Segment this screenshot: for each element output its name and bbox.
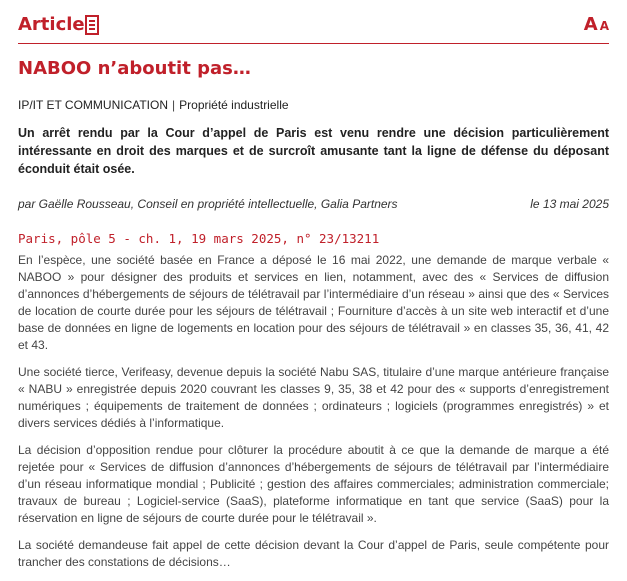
paragraph: La société demandeuse fait appel de cette décision devant la Cour d’appel de Paris, seule compétente pour trancher des constations de décisions… xyxy=(18,538,609,569)
decision-reference: Paris, pôle 5 - ch. 1, 19 mars 2025, n° 23/13211 xyxy=(18,231,380,246)
article-lead: Un arrêt rendu par la Cour d’appel de Paris est venu rendre une décision particulièrement intéressante en droit des marques et de surcroît amusante tant la ligne de défense du déposant éconduit était osée. xyxy=(18,126,609,176)
paragraph: Une société tierce, Verifeasy, devenue depuis la société Nabu SAS, titulaire d’une marque antérieure française « NABU » enregistrée depuis 2020 couvrant les classes 9, 35, 38 et 42 pour des « supports d’enregistrement numériques ; équipements de traitement de données ; ordinateurs ; logiciels (programmes enregistrés) » et divers services dédiés à l’informatique. xyxy=(18,365,609,430)
article-header xyxy=(18,10,609,40)
publish-date: le 13 mai 2025 xyxy=(530,197,609,211)
font-size-small[interactable]: A xyxy=(599,19,609,33)
category[interactable]: IP/IT ET COMMUNICATION xyxy=(18,98,169,112)
subcategory[interactable]: Propriété industrielle xyxy=(179,98,289,112)
section-label: Article xyxy=(18,14,85,35)
font-size-large[interactable]: A xyxy=(583,14,598,35)
article-body xyxy=(18,252,609,581)
author: par Gaëlle Rousseau, Conseil en propriété intellectuelle, Galia Partners xyxy=(18,197,398,211)
category-line xyxy=(18,98,289,112)
paragraph: La décision d’opposition rendue pour clôturer la procédure aboutit à ce que la demande de marque a été rejetée pour « Services de diffusion d’annonces d’hébergements de séjours de télétravail par l’intermédiaire d’un réseau informatique mondial ; Publicité ; gestion des affaires commerciales; administration commerciale; travaux de bureau ; Logiciel-service (SaaS), plateforme informatique en tant que service (SaaS) pour la réservation en ligne de séjours de courte durée pour le télétravail ». xyxy=(18,443,609,525)
paragraph: En l’espèce, une société basée en France a déposé le 16 mai 2022, une demande de marque verbale « NABOO » pour désigner des produits et services en lien, notamment, avec des « Services de diffusion d’annonces d’hébergements de séjours de télétravail par l’intermédiaire d’un réseau » ainsi que des « Services de location de courte durée pour les séjours de télétravail ; Fourniture d’accès à un site web interactif et d’une base de données en ligne de logements en location pour des séjours de télétravail » en classes 35, 36, 41, 42 et 43. xyxy=(18,253,609,352)
article-title: NABOO n’aboutit pas… xyxy=(18,58,251,79)
font-size-icon[interactable] xyxy=(584,14,609,35)
category-separator: | xyxy=(172,98,176,112)
header-divider xyxy=(18,43,609,44)
byline xyxy=(18,197,609,211)
document-icon[interactable] xyxy=(85,15,99,35)
